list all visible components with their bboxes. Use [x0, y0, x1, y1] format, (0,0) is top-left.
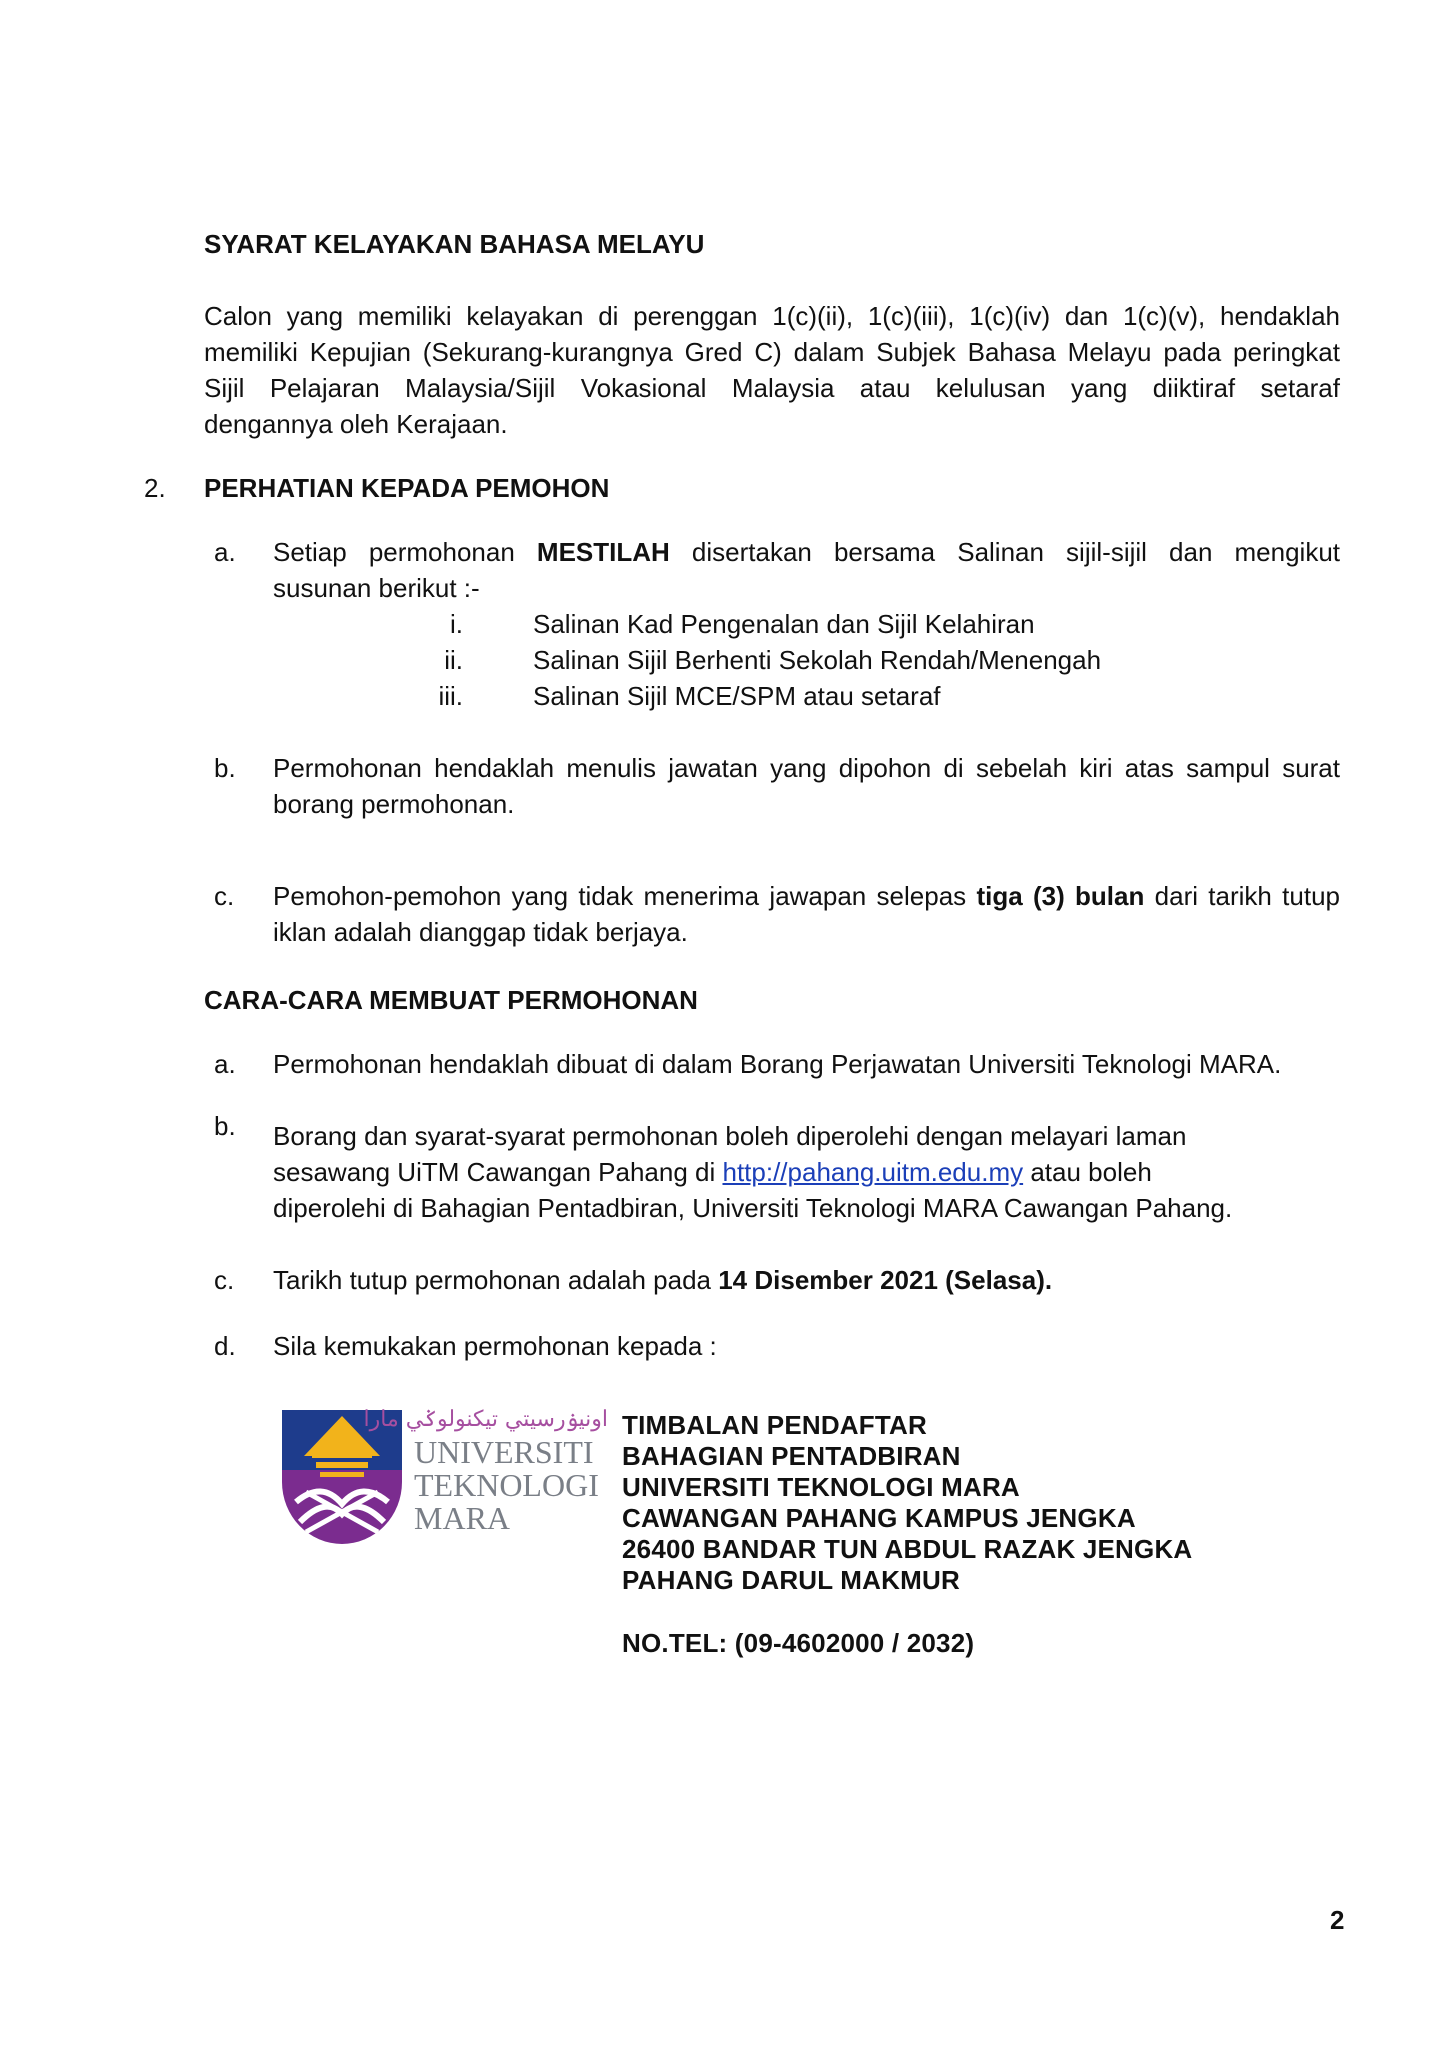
perhatian-a-line-1	[273, 534, 1340, 570]
perhatian-a-bold: MESTILAH	[536, 537, 670, 567]
subitem-text: Salinan Kad Pengenalan dan Sijil Kelahiran	[533, 609, 1035, 639]
cara-marker-d: d.	[214, 1331, 236, 1361]
address-line: 26400 BANDAR TUN ABDUL RAZAK JENGKA	[622, 1534, 1193, 1564]
perhatian-item-a	[273, 534, 1340, 606]
cara-item-d: Sila kemukakan permohonan kepada :	[273, 1331, 717, 1361]
address-block	[622, 1410, 1192, 1596]
cara-b-line-2	[273, 1154, 1232, 1190]
perhatian-c-text-post: dari tarikh tutup	[1144, 881, 1340, 911]
perhatian-c-text-pre: Pemohon-pemohon yang tidak menerima jawapan selepas	[273, 881, 977, 911]
perhatian-a-text-pre: Setiap permohonan	[273, 537, 537, 567]
cara-marker-b: b.	[214, 1111, 236, 1141]
perhatian-c-line-1	[273, 878, 1340, 914]
address-line: TIMBALAN PENDAFTAR	[622, 1410, 927, 1440]
perhatian-b-line-1: Permohonan hendaklah menulis jawatan yang dipohon di sebelah kiri atas sampul surat	[273, 753, 1340, 783]
bm-paragraph	[204, 298, 1340, 442]
bm-line-2: memiliki Kepujian (Sekurang-kurangnya Gred C) dalam Subjek Bahasa Melayu pada peringkat	[204, 337, 1340, 367]
section-heading-cara: CARA-CARA MEMBUAT PERMOHONAN	[204, 985, 698, 1015]
address-line: BAHAGIAN PENTADBIRAN	[622, 1441, 961, 1471]
bm-line-3: Sijil Pelajaran Malaysia/Sijil Vokasional Malaysia atau kelulusan yang diiktiraf setaraf	[204, 373, 1340, 403]
page-number: 2	[1330, 1905, 1345, 1935]
bm-line-1: Calon yang memiliki kelayakan di perenggan 1(c)(ii), 1(c)(iii), 1(c)(iv) dan 1(c)(v), hendaklah	[204, 301, 1340, 331]
perhatian-a-text-post: disertakan bersama Salinan sijil-sijil dan mengikut	[669, 537, 1340, 567]
cara-b-line-1: Borang dan syarat-syarat permohonan boleh diperolehi dengan melayari laman	[273, 1121, 1187, 1151]
section-heading-perhatian: PERHATIAN KEPADA PEMOHON	[204, 473, 610, 503]
cara-c-text-pre: Tarikh tutup permohonan adalah pada	[273, 1265, 719, 1295]
item-marker-a: a.	[214, 537, 236, 567]
cara-b-line-3: diperolehi di Bahagian Pentadbiran, Universiti Teknologi MARA Cawangan Pahang.	[273, 1193, 1233, 1223]
uitm-jawi-text: اونيۏرسيتي تيکنولوݢي مارا	[363, 1407, 608, 1432]
item-marker-b: b.	[214, 753, 236, 783]
section-heading-bm: SYARAT KELAYAKAN BAHASA MELAYU	[204, 229, 705, 259]
perhatian-item-b	[273, 750, 1340, 822]
perhatian-c-line-2: iklan adalah dianggap tidak berjaya.	[273, 917, 688, 947]
phone-number: NO.TEL: (09-4602000 / 2032)	[622, 1628, 975, 1658]
perhatian-c-bold: tiga (3) bulan	[976, 881, 1145, 911]
uitm-logo-line-3: MARA	[414, 1500, 511, 1536]
subitem-marker: ii.	[444, 645, 463, 675]
cara-b-text-pre: sesawang UiTM Cawangan Pahang di	[273, 1157, 723, 1187]
bm-line-4: dengannya oleh Kerajaan.	[204, 409, 508, 439]
subitem-marker: iii.	[438, 681, 463, 711]
perhatian-a-line-2: susunan berikut :-	[273, 573, 480, 603]
address-line: CAWANGAN PAHANG KAMPUS JENGKA	[622, 1503, 1136, 1533]
closing-date: 14 Disember 2021 (Selasa).	[718, 1265, 1053, 1295]
uitm-logo-line-1: UNIVERSITI	[414, 1434, 594, 1470]
uitm-logo-line-2: TEKNOLOGI	[414, 1467, 599, 1503]
uitm-logo	[282, 1407, 608, 1550]
cara-item-c	[273, 1262, 1052, 1298]
perhatian-b-line-2: borang permohonan.	[273, 789, 515, 819]
section-number: 2.	[144, 473, 166, 503]
cara-marker-a: a.	[214, 1049, 236, 1079]
subitem-text: Salinan Sijil Berhenti Sekolah Rendah/Menengah	[533, 645, 1102, 675]
subitem-marker: i.	[450, 609, 463, 639]
address-line: PAHANG DARUL MAKMUR	[622, 1565, 960, 1595]
cara-marker-c: c.	[214, 1265, 235, 1295]
cara-item-b	[273, 1118, 1232, 1226]
cara-item-a: Permohonan hendaklah dibuat di dalam Borang Perjawatan Universiti Teknologi MARA.	[273, 1049, 1282, 1079]
website-link[interactable]: http://pahang.uitm.edu.my	[722, 1157, 1024, 1187]
address-line: UNIVERSITI TEKNOLOGI MARA	[622, 1472, 1020, 1502]
item-marker-c: c.	[214, 881, 235, 911]
subitem-text: Salinan Sijil MCE/SPM atau setaraf	[533, 681, 941, 711]
perhatian-item-c	[273, 878, 1340, 950]
cara-b-text-post: atau boleh	[1023, 1157, 1152, 1187]
